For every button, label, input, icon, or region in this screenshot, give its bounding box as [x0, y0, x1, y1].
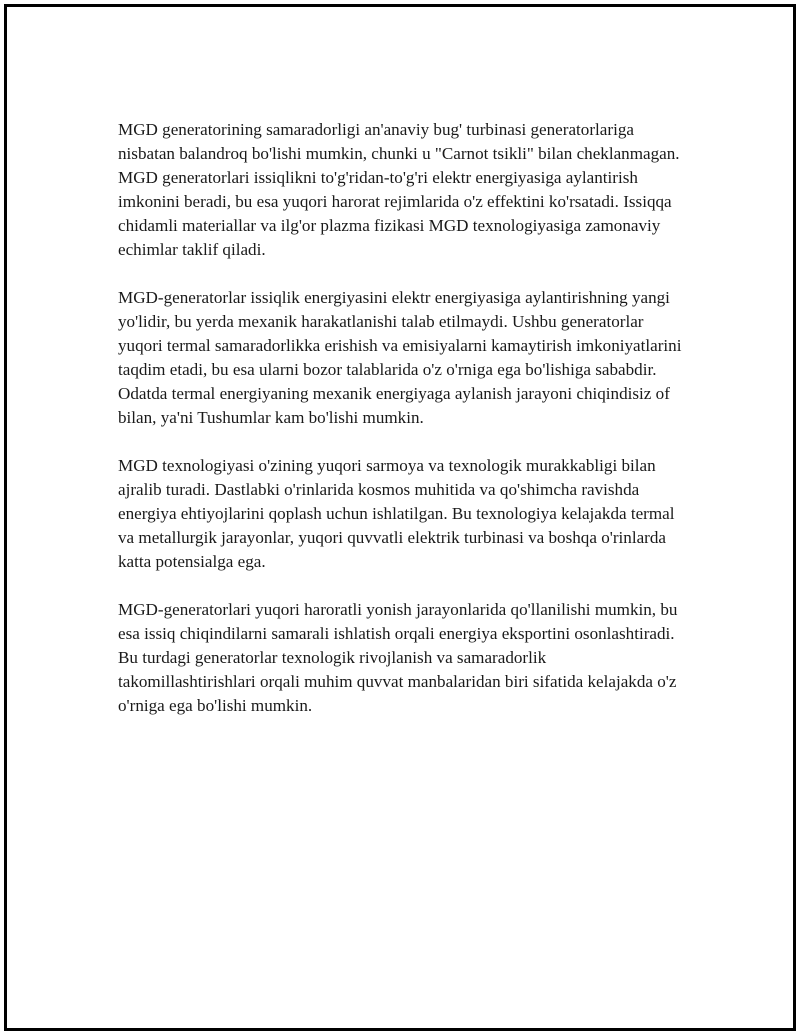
document-body: [118, 118, 684, 742]
paragraph-3: MGD texnologiyasi o'zining yuqori sarmoya va texnologik murakkabligi bilan ajralib turadi. Dastlabki o'rinlarida kosmos muhitida va qo'shimcha ravishda energiya ehtiyojlarini qoplash uchun ishlatilgan. Bu texnologiya kelajakda termal va metallurgik jarayonlar, yuqori quvvatli elektrik turbinasi va boshqa o'rinlarda katta potensialga ega.: [118, 456, 675, 571]
paragraph-4: MGD-generatorlari yuqori haroratli yonish jarayonlarida qo'llanilishi mumkin, bu esa issiq chiqindilarni samarali ishlatish orqali energiya eksportini osonlashtiradi. Bu turdagi generatorlar texnologik rivojlanish va samaradorlik takomillashtirishlari orqali muhim quvvat manbalaridan biri sifatida kelajakda o'z o'rniga ega bo'lishi mumkin.: [118, 600, 678, 715]
paragraph-1: MGD generatorining samaradorligi an'anaviy bug' turbinasi generatorlariga nisbatan balandroq bo'lishi mumkin, chunki u "Carnot tsikli" bilan cheklanmagan. MGD generatorlari issiqlikni to'g'ridan-to'g'ri elektr energiyasiga aylantirish imkonini beradi, bu esa yuqori harorat rejimlarida o'z effektini ko'rsatadi. Issiqqa chidamli materiallar va ilg'or plazma fizikasi MGD texnologiyasiga zamonaviy echimlar taklif qiladi.: [118, 120, 680, 259]
paragraph-2: MGD-generatorlar issiqlik energiyasini elektr energiyasiga aylantirishning yangi yo'lidir, bu yerda mexanik harakatlanishi talab etilmaydi. Ushbu generatorlar yuqori termal samaradorlikka erishish va emisiyalarni kamaytirish imkoniyatlarini taqdim etadi, bu esa ularni bozor talablarida o'z o'rniga ega bo'lishiga sababdir. Odatda termal energiyaning mexanik energiyaga aylanish jarayoni chiqindisiz of bilan, ya'ni Tushumlar kam bo'lishi mumkin.: [118, 288, 682, 427]
